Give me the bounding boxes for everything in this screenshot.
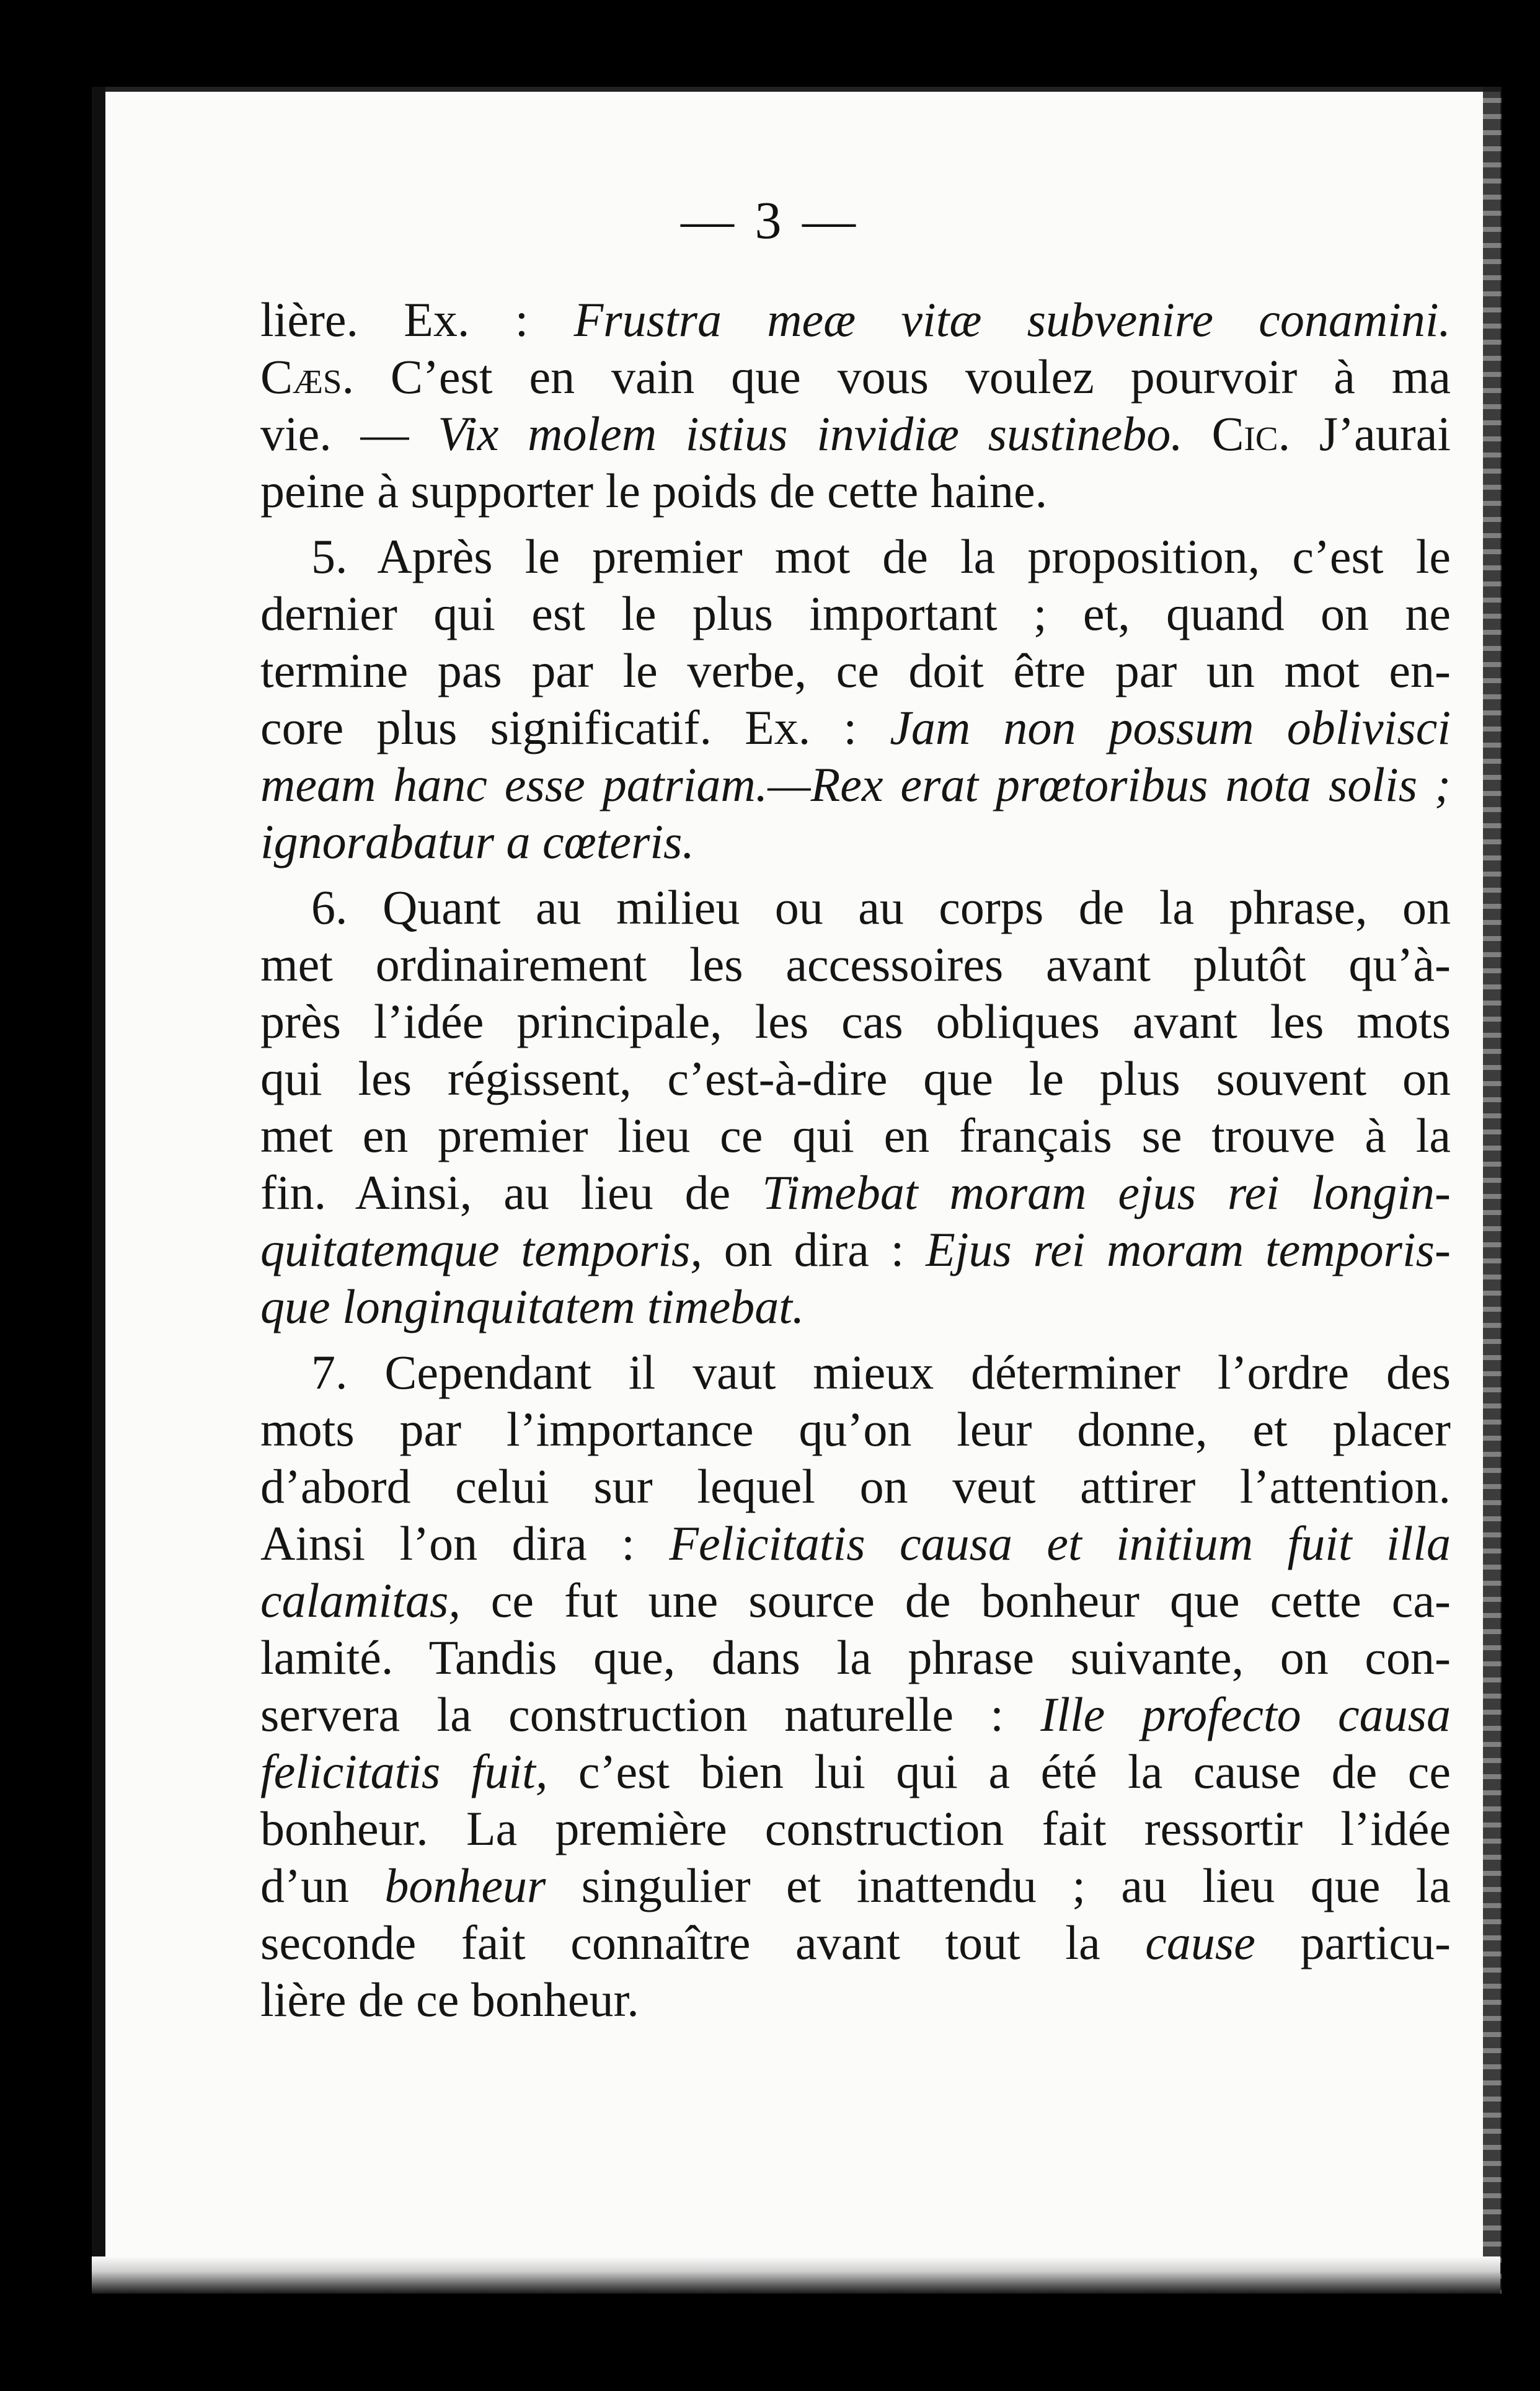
text-line (260, 1914, 1451, 1971)
text-line (260, 1857, 1451, 1914)
text-line (260, 1221, 1451, 1278)
text-run: singulier et inattendu ; au lieu que la (546, 1858, 1451, 1912)
text-line (260, 405, 1451, 462)
text-line (260, 1971, 1451, 2028)
italic-text-run: cause (1145, 1916, 1255, 1969)
text-run: ce fut une source de bonheur que cette ca- (460, 1573, 1451, 1627)
italic-text-run: meam hanc esse patriam.—Rex erat prœtoribus nota solis ; (260, 758, 1451, 811)
page-top-edge (92, 87, 1500, 92)
text-run: lamité. Tandis que, dans la phrase suivante, on con- (260, 1630, 1451, 1684)
text-run: met en premier lieu ce qui en français se trouve à la (260, 1108, 1451, 1162)
text-line (260, 1743, 1451, 1800)
page-left-edge (92, 87, 105, 2294)
text-line (260, 642, 1451, 699)
text-line (260, 1164, 1451, 1221)
page-right-edge (1483, 87, 1502, 2294)
text-run: termine pas par le verbe, ce doit être par un mot en- (260, 643, 1451, 697)
text-run: fin. Ainsi, au lieu de (260, 1165, 763, 1219)
text-line (260, 462, 1451, 519)
text-run: lière de ce bonheur. (260, 1973, 639, 2026)
text-run: d’abord celui sur lequel on veut attirer l’attention. (260, 1459, 1451, 1513)
text-run: on dira : (702, 1222, 926, 1276)
text-run: Cæs (260, 350, 342, 404)
text-line (260, 1686, 1451, 1743)
text-line (260, 1401, 1451, 1458)
text-line (260, 1107, 1451, 1164)
text-run: . J’aurai (1278, 407, 1451, 461)
page-body-text (260, 291, 1451, 2028)
italic-text-run: calamitas, (260, 1573, 461, 1627)
italic-text-run: Jam non possum oblivisci (890, 701, 1451, 754)
text-run: c’est bien lui qui a été la cause de ce (547, 1744, 1451, 1798)
text-run: vie. — (260, 407, 438, 461)
text-run: 5. Après le premier mot de la proposition, c’est le (311, 529, 1451, 583)
italic-text-run: Timebat moram ejus rei longin- (762, 1165, 1451, 1219)
text-run: dernier qui est le plus important ; et, quand on ne (260, 586, 1451, 640)
text-run: core plus significatif. Ex. : (260, 701, 890, 754)
italic-text-run: felicitatis fuit, (260, 1744, 548, 1798)
text-line (260, 1344, 1451, 1401)
text-line (260, 813, 1451, 870)
text-run: Cic (1211, 407, 1278, 461)
italic-text-run: ignorabatur a cœteris. (260, 815, 694, 868)
text-run: servera la construction naturelle : (260, 1687, 1041, 1741)
text-run (1183, 407, 1212, 461)
text-line (260, 291, 1451, 348)
text-run: 6. Quant au milieu ou au corps de la phrase, on (311, 880, 1451, 934)
text-line (260, 1278, 1451, 1335)
text-run: particu- (1255, 1916, 1451, 1969)
text-line (260, 1515, 1451, 1572)
paragraph-gap (260, 870, 1451, 879)
text-line (260, 528, 1451, 585)
italic-text-run: que longinquitatem timebat. (260, 1279, 805, 1333)
text-run: peine à supporter le poids de cette haine. (260, 464, 1048, 518)
text-line (260, 1800, 1451, 1857)
text-run: seconde fait connaître avant tout la (260, 1916, 1146, 1969)
text-line (260, 1458, 1451, 1515)
italic-text-run: Felicitatis causa et initium fuit illa (669, 1516, 1451, 1570)
text-line (260, 1629, 1451, 1686)
italic-text-run: quitatemque temporis, (260, 1222, 702, 1276)
paragraph-gap (260, 1335, 1451, 1344)
text-run: lière. Ex. : (260, 293, 574, 347)
text-run: d’un (260, 1858, 385, 1912)
text-line (260, 348, 1451, 405)
italic-text-run: Ille profecto causa (1040, 1687, 1451, 1741)
text-line (260, 1050, 1451, 1107)
text-run: bonheur. La première construction fait ressortir l’idée (260, 1801, 1451, 1855)
page-number: — 3 — (681, 190, 859, 250)
text-run: . C’est en vain que vous voulez pourvoir à ma (342, 350, 1451, 404)
text-line (260, 993, 1451, 1050)
text-run: Ainsi l’on dira : (260, 1516, 670, 1570)
page-bottom-edge (92, 2256, 1500, 2294)
text-line (260, 879, 1451, 936)
text-line (260, 1572, 1451, 1629)
text-run: met ordinairement les accessoires avant plutôt qu’à- (260, 937, 1451, 991)
text-line (260, 585, 1451, 642)
italic-text-run: Vix molem istius invidiæ sustinebo. (438, 407, 1183, 461)
text-run: près l’idée principale, les cas obliques avant les mots (260, 994, 1451, 1048)
italic-text-run: Frustra meæ vitæ subvenire conamini. (573, 293, 1451, 347)
text-line (260, 756, 1451, 813)
text-line (260, 936, 1451, 993)
italic-text-run: Ejus rei moram temporis- (926, 1222, 1451, 1276)
text-run: mots par l’importance qu’on leur donne, et placer (260, 1402, 1451, 1456)
text-run: qui les régissent, c’est-à-dire que le plus souvent on (260, 1051, 1451, 1105)
text-run: 7. Cependant il vaut mieux déterminer l’ordre des (311, 1345, 1451, 1399)
text-line (260, 699, 1451, 756)
italic-text-run: bonheur (384, 1858, 546, 1912)
paragraph-gap (260, 519, 1451, 528)
